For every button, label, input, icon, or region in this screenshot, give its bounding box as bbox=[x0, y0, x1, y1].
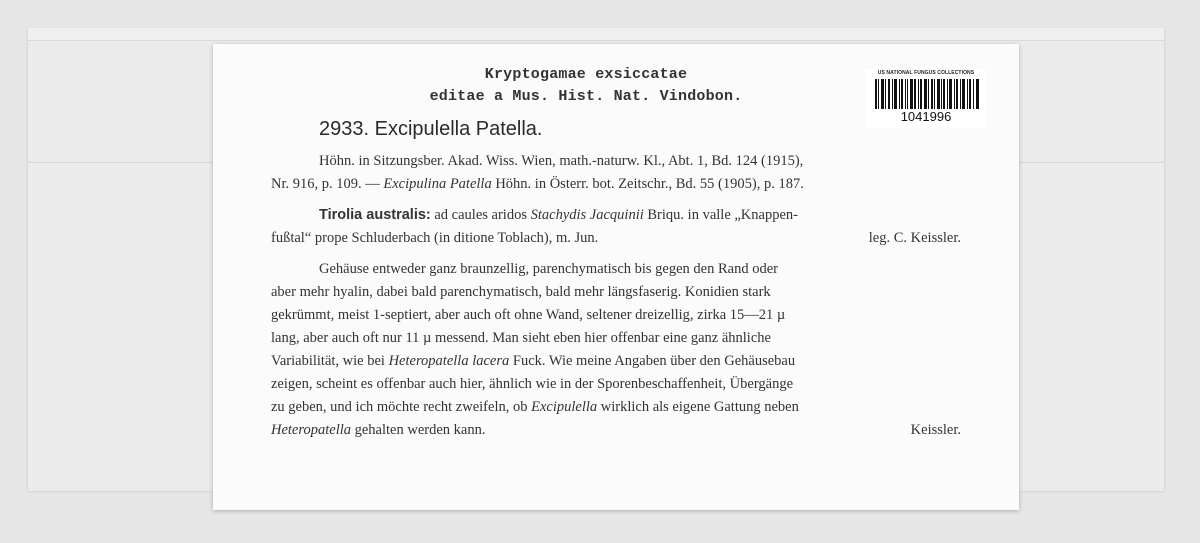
label-header-series: Kryptogamae exsiccatae bbox=[484, 66, 688, 83]
locality-line bbox=[271, 204, 961, 227]
host-plant-name: Stachydis Jacquinii bbox=[530, 207, 644, 223]
label-header-publisher: editae a Mus. Hist. Nat. Vindobon. bbox=[429, 88, 743, 105]
locality-text: Briqu. in valle „Knappen- bbox=[643, 207, 798, 223]
collector: leg. C. Keissler. bbox=[868, 230, 961, 246]
barcode-label bbox=[865, 70, 987, 128]
locality-text: fußtal“ prope Schluderbach (in ditione Toblach), m. Jun. bbox=[271, 230, 599, 246]
citation-text: Höhn. in Österr. bot. Zeitschr., Bd. 55 (1905), p. 187. bbox=[491, 176, 804, 192]
description-text: Fuck. Wie meine Angaben über den Gehäusebau bbox=[509, 353, 796, 369]
description-text: wirklich als eigene Gattung neben bbox=[597, 399, 799, 415]
description-line: Gehäuse entweder ganz braunzellig, parenchymatisch bis gegen den Rand oder bbox=[319, 261, 778, 277]
taxon-name: Excipulella bbox=[531, 399, 598, 415]
description-line bbox=[271, 419, 961, 442]
description-line: gekrümmt, meist 1-septiert, aber auch oft ohne Wand, seltener dreizellig, zirka 15—21 µ bbox=[271, 307, 786, 323]
taxon-name: Heteropatella bbox=[271, 422, 351, 438]
barcode-icon bbox=[875, 79, 979, 109]
description-line bbox=[271, 350, 961, 373]
region-name: Tirolia australis: bbox=[319, 207, 431, 223]
description-text-wrap bbox=[271, 419, 485, 442]
description-paragraph bbox=[271, 258, 961, 442]
description-line: zeigen, scheint es offenbar auch hier, ähnlich wie in der Sporenbeschaffenheit, Übergänge bbox=[271, 376, 794, 392]
description-line: lang, aber auch oft nur 11 µ messend. Man sieht eben hier offenbar eine ganz ähnliche bbox=[271, 330, 771, 346]
description-line: aber mehr hyalin, dabei bald parenchymatisch, bald mehr längsfaserig. Konidien stark bbox=[271, 284, 771, 300]
author-signature: Keissler. bbox=[910, 422, 961, 438]
exsiccata-label bbox=[213, 44, 1019, 510]
locality-text: ad caules aridos bbox=[430, 207, 531, 223]
locality-line bbox=[271, 227, 961, 250]
description-text: Variabilität, wie bei bbox=[271, 353, 389, 369]
barcode-number: 1041996 bbox=[900, 109, 952, 124]
species-title: 2933. Excipulella Patella. bbox=[319, 118, 543, 140]
citation-paragraph bbox=[271, 150, 961, 196]
taxon-name: Heteropatella lacera bbox=[388, 353, 510, 369]
description-text: gehalten werden kann. bbox=[351, 422, 486, 438]
citation-text: Nr. 916, p. 109. — bbox=[271, 176, 384, 192]
locality-paragraph bbox=[271, 204, 961, 250]
description-line bbox=[271, 396, 961, 419]
synonym-name: Excipulina Patella bbox=[383, 176, 492, 192]
citation-line: Höhn. in Sitzungsber. Akad. Wiss. Wien, math.-naturw. Kl., Abt. 1, Bd. 124 (1915), bbox=[319, 153, 804, 169]
citation-line bbox=[271, 173, 961, 196]
description-text: zu geben, und ich möchte recht zweifeln, ob bbox=[271, 399, 532, 415]
barcode-caption: US NATIONAL FUNGUS COLLECTIONS bbox=[877, 70, 975, 76]
